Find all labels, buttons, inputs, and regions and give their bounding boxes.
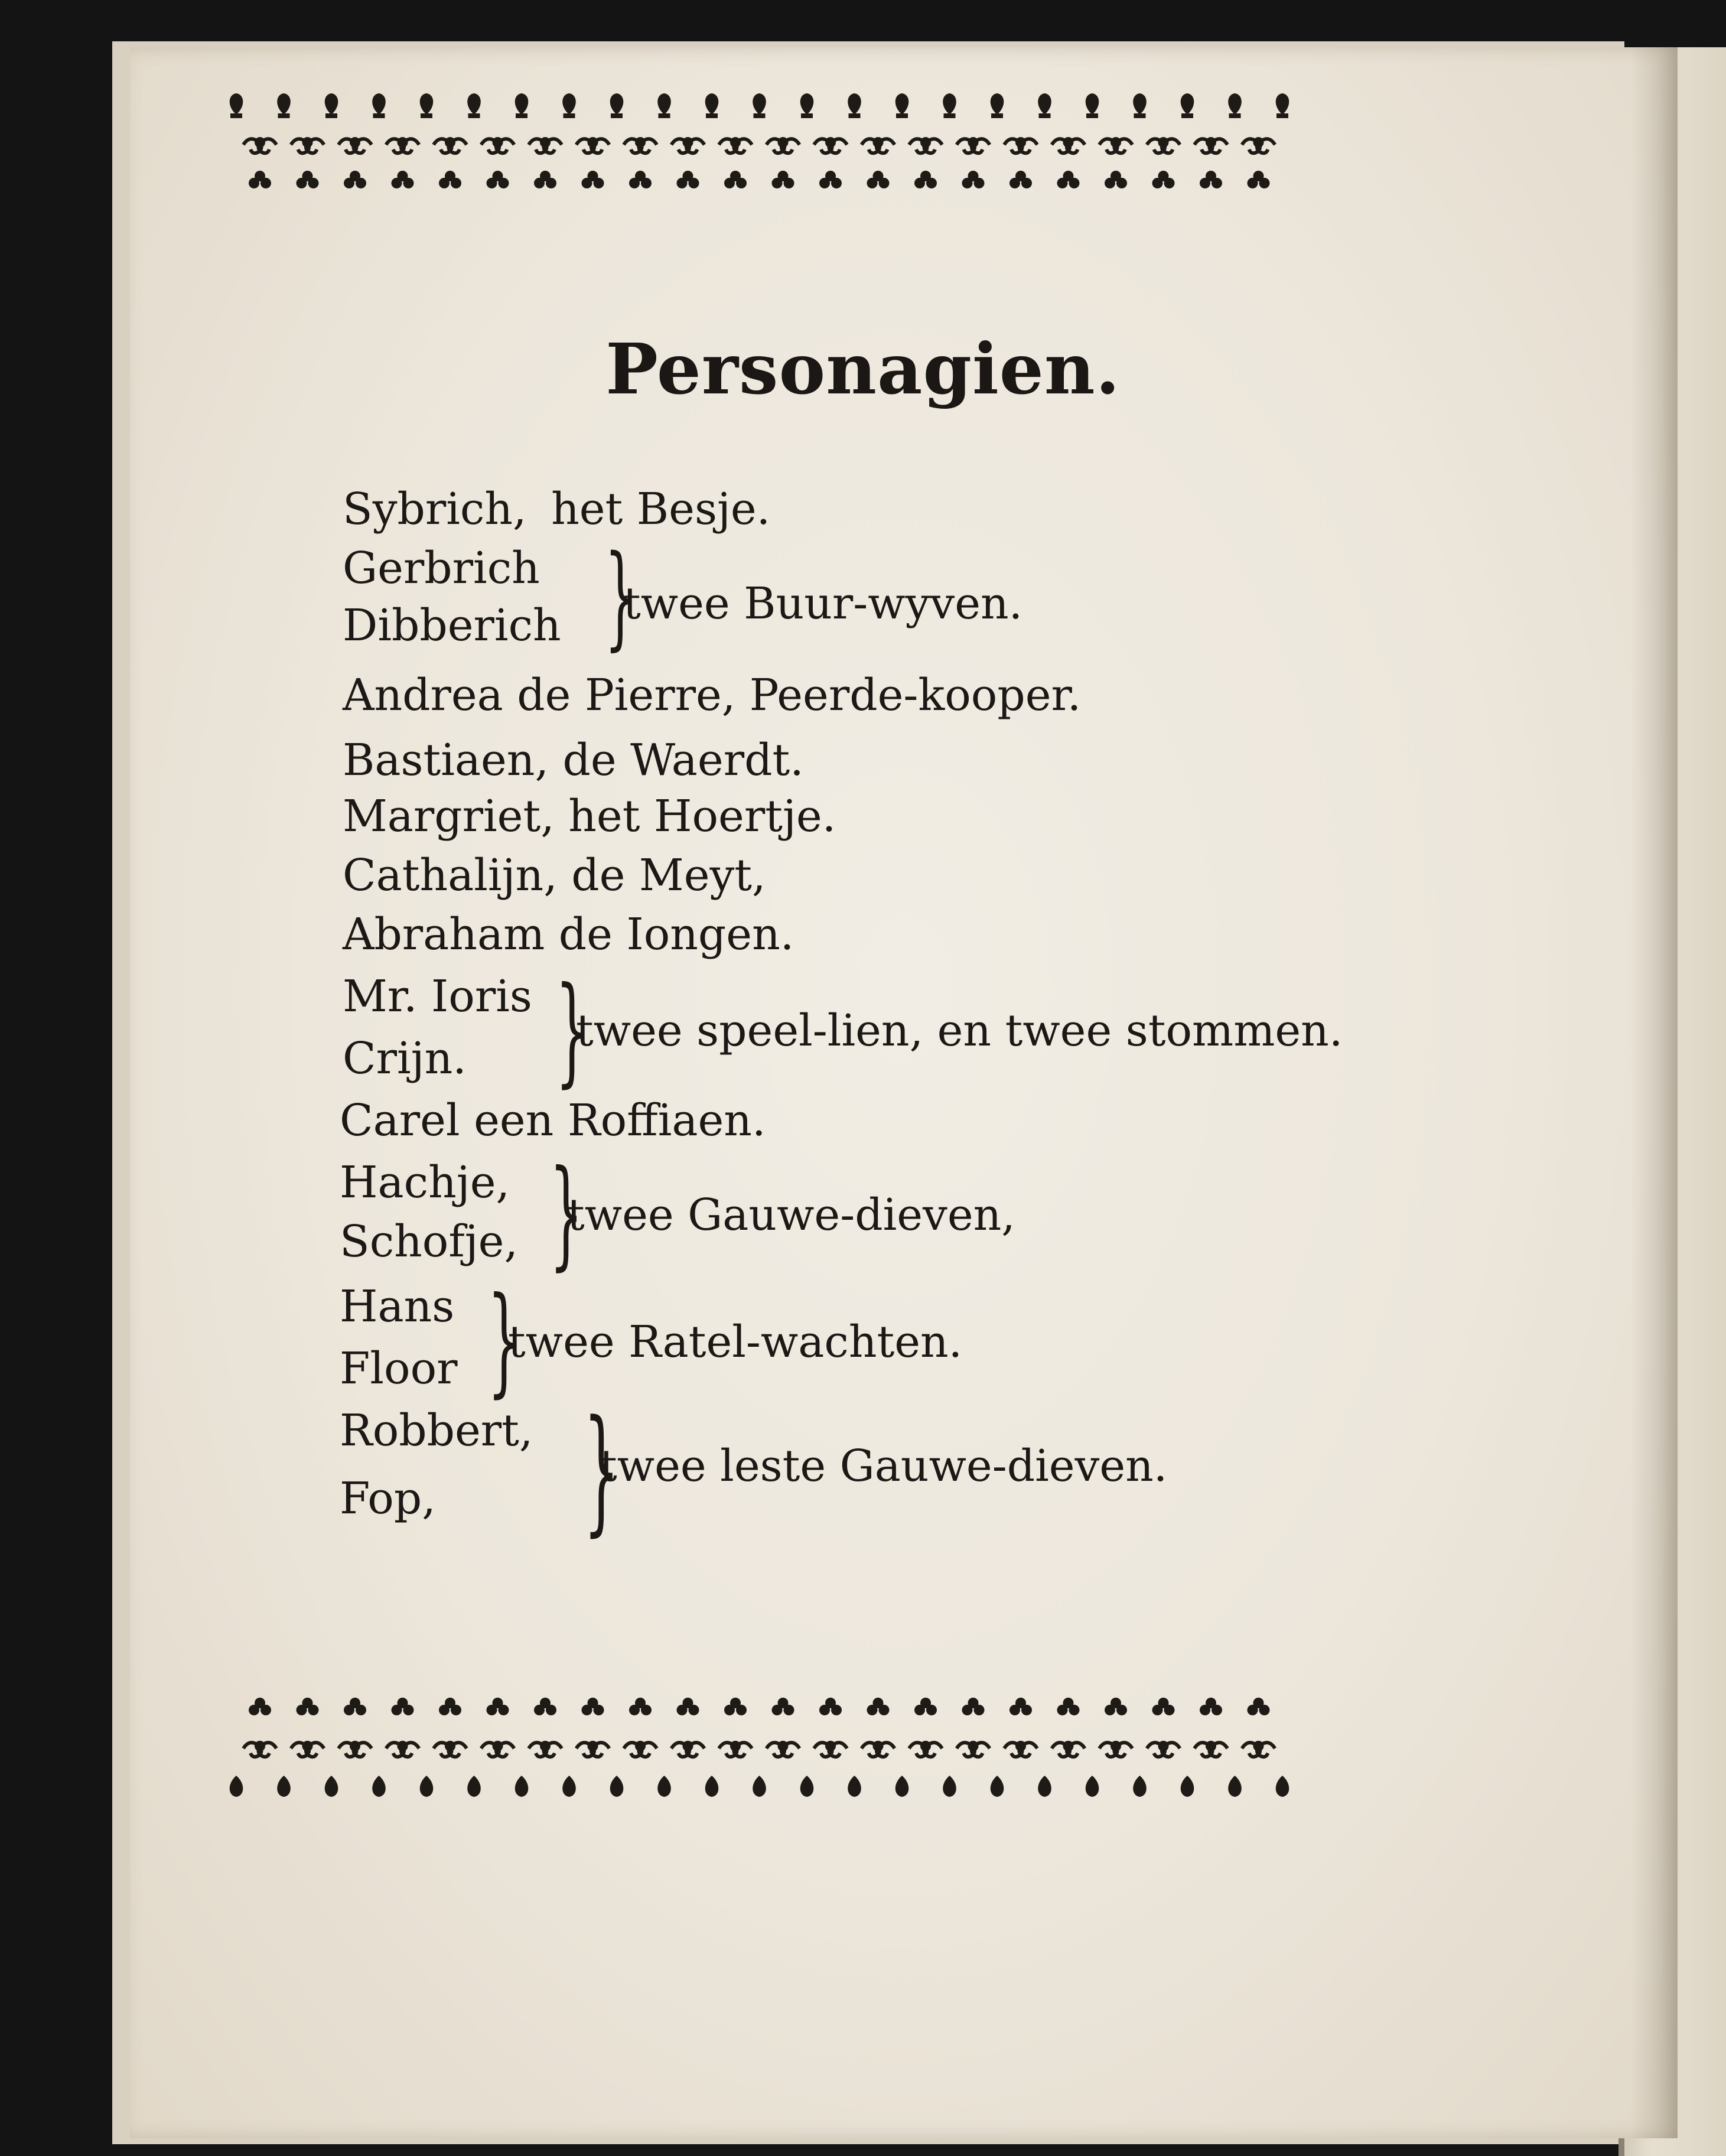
top-ornament-band: [224, 89, 1323, 224]
group-name: Fop,: [340, 1473, 436, 1524]
group-name: Crijn.: [343, 1033, 467, 1084]
character-role: het Besje.: [551, 484, 771, 535]
group-role: twee Buur-wyven.: [623, 578, 1023, 629]
character-sybrich: [343, 484, 771, 535]
group-name: Dibberich: [343, 600, 561, 651]
character-carel: Carel een Roffiaen.: [340, 1095, 766, 1146]
group-name: Gerbrich: [343, 543, 540, 594]
group-name: Mr. Ioris: [343, 971, 532, 1022]
group-name: Floor: [340, 1343, 458, 1394]
group-role: twee Gauwe-dieven,: [567, 1190, 1015, 1240]
brace-icon: }: [583, 1392, 620, 1549]
bottom-ornament-band: [224, 1666, 1323, 1802]
character-abraham: Abraham de Iongen.: [343, 909, 794, 960]
group-role: twee speel-lien, en twee stommen.: [576, 1005, 1343, 1056]
character-margriet: Margriet, het Hoertje.: [343, 791, 836, 842]
brace-icon: }: [487, 1272, 522, 1409]
group-name: Schofje,: [340, 1216, 518, 1267]
page-title: Personagien.: [605, 328, 1121, 410]
character-bastiaen: Bastiaen, de Waerdt.: [343, 735, 804, 786]
character-name: Sybrich,: [343, 484, 527, 535]
character-andrea: Andrea de Pierre, Peerde-kooper.: [343, 670, 1082, 721]
group-role: twee Ratel-wachten.: [508, 1317, 963, 1367]
group-name: Robbert,: [340, 1405, 533, 1456]
brace-icon: }: [555, 962, 590, 1099]
group-role: twee leste Gauwe-dieven.: [600, 1441, 1168, 1491]
group-name: Hachje,: [340, 1157, 510, 1208]
brace-icon: }: [549, 1145, 584, 1282]
group-name: Hans: [340, 1281, 455, 1332]
character-cathalijn: Cathalijn, de Meyt,: [343, 850, 766, 901]
brace-icon: }: [604, 531, 637, 662]
